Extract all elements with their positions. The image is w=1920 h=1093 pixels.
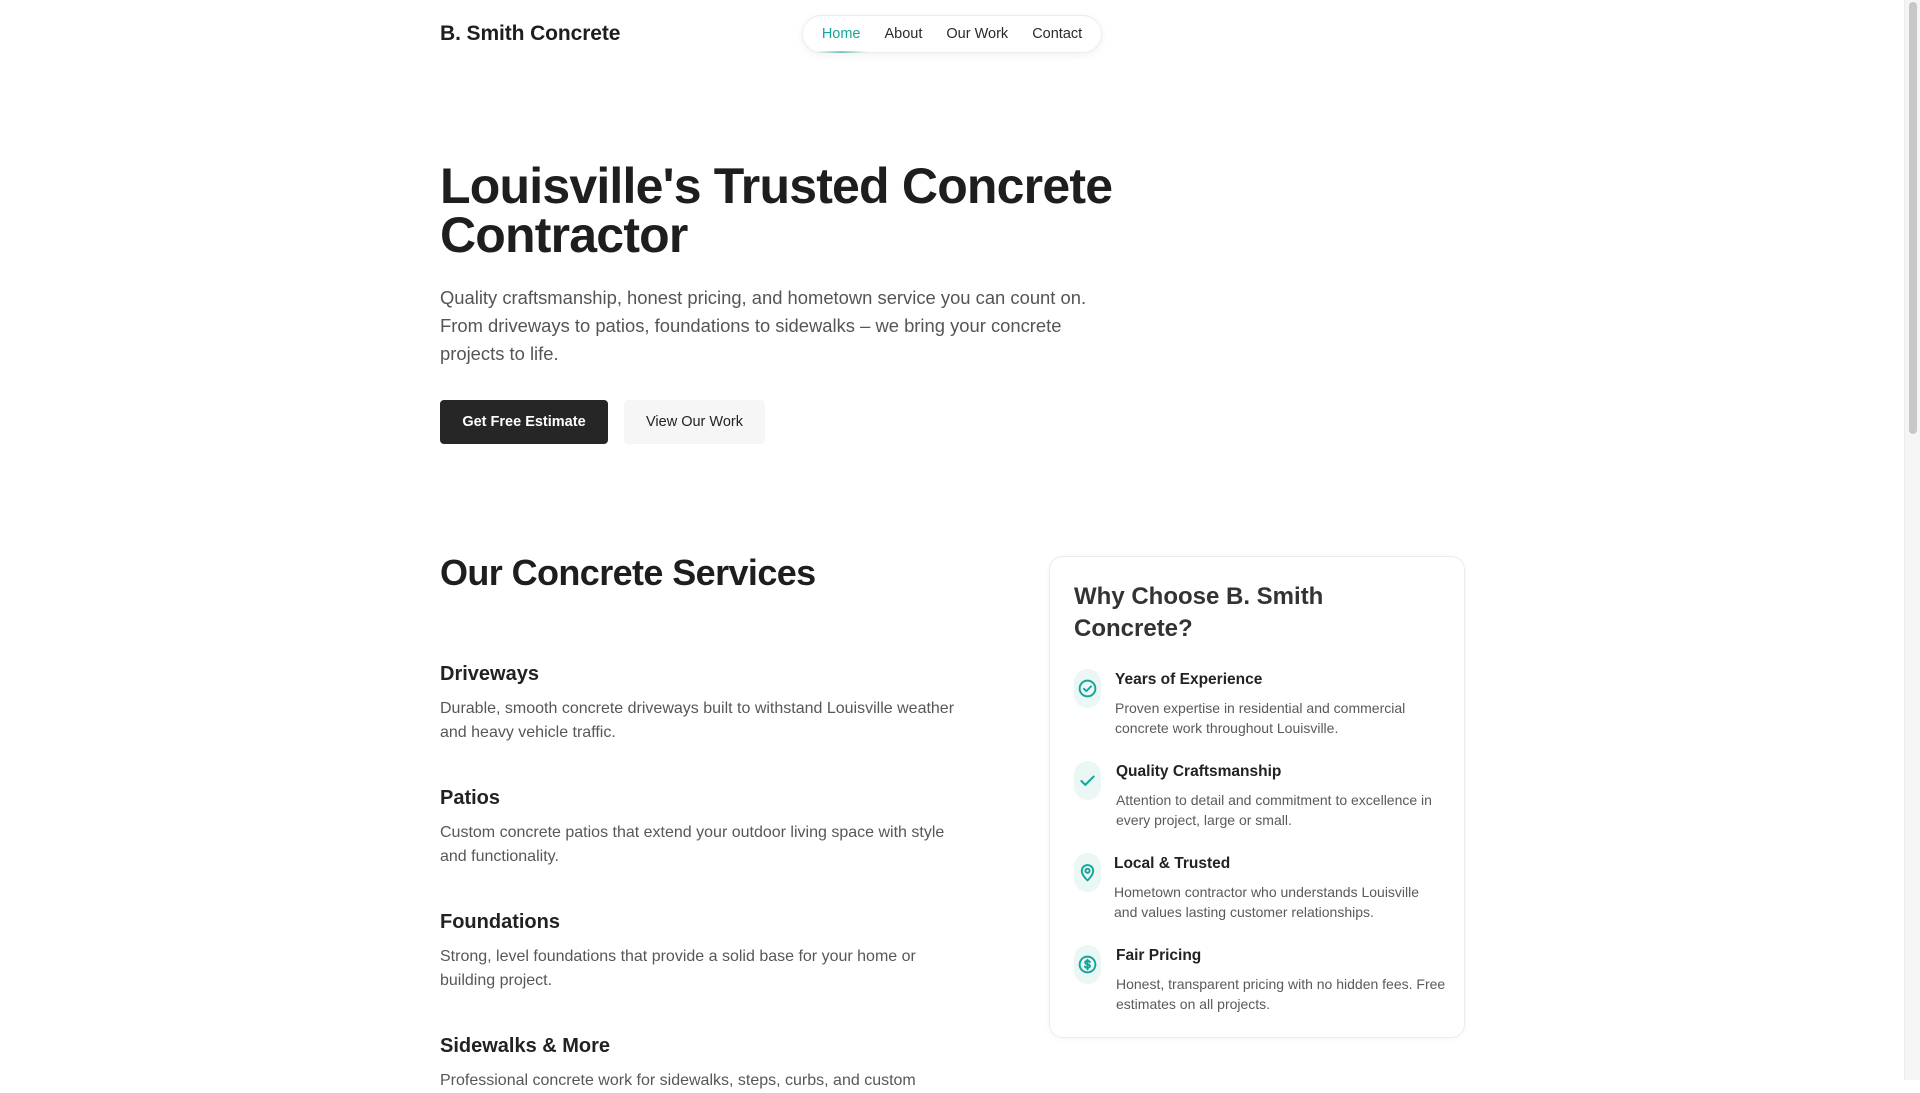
why-choose-title: Why Choose B. Smith Concrete? xyxy=(1074,583,1324,642)
nav-item-about[interactable]: About xyxy=(884,26,923,42)
service-item-driveways xyxy=(440,663,960,745)
vertical-scrollbar[interactable] xyxy=(1904,0,1920,1080)
why-item-description: Attention to detail and commitment to excellence in every project, large or small. xyxy=(1116,792,1432,828)
service-item-patios xyxy=(440,787,960,869)
why-item-title: Quality Craftsmanship xyxy=(1116,763,1282,780)
why-item-title: Local & Trusted xyxy=(1114,855,1231,872)
hero-title: Louisville's Trusted Concrete Contractor xyxy=(440,158,1113,263)
why-item-description: Honest, transparent pricing with no hidden fees. Free estimates on all projects. xyxy=(1116,976,1446,1012)
nav-item-our-work[interactable]: Our Work xyxy=(946,26,1009,42)
service-title: Sidewalks & More xyxy=(440,1035,611,1057)
service-description: Durable, smooth concrete driveways built to withstand Louisville weather and heavy vehicle traffic. xyxy=(440,700,955,741)
nav-item-contact[interactable]: Contact xyxy=(1032,26,1083,42)
why-item-description: Hometown contractor who understands Louisville and values lasting customer relationships. xyxy=(1114,884,1420,920)
service-title: Foundations xyxy=(440,911,560,933)
service-description: Strong, level foundations that provide a solid base for your home or building project. xyxy=(440,948,916,989)
service-description: Custom concrete patios that extend your outdoor living space with style and functionality. xyxy=(440,824,945,865)
main-nav xyxy=(802,15,1102,53)
checkmark-icon xyxy=(1074,761,1101,800)
get-free-estimate-button[interactable]: Get Free Estimate xyxy=(440,400,608,444)
map-pin-icon xyxy=(1074,853,1101,892)
service-title: Driveways xyxy=(440,663,539,685)
hero-subtitle: Quality craftsmanship, honest pricing, and hometown service you can count on. From driveways to patios, foundations to sidewalks – we bring your concrete projects to life. xyxy=(440,287,1087,364)
service-item-sidewalks xyxy=(440,1035,960,1093)
scrollbar-thumb[interactable] xyxy=(1909,2,1917,434)
why-item-title: Fair Pricing xyxy=(1116,947,1202,964)
why-choose-card xyxy=(1049,556,1465,1038)
check-circle-icon xyxy=(1074,669,1101,708)
service-description: Professional concrete work for sidewalks, steps, curbs, and custom xyxy=(440,1072,916,1089)
why-item-description: Proven expertise in residential and commercial concrete work throughout Louisville. xyxy=(1115,700,1406,736)
why-item-title: Years of Experience xyxy=(1115,671,1263,688)
service-title: Patios xyxy=(440,787,501,809)
brand-logo-text[interactable]: B. Smith Concrete xyxy=(440,22,621,45)
nav-item-home[interactable]: Home xyxy=(822,18,861,50)
service-item-foundations xyxy=(440,911,960,993)
view-our-work-button[interactable]: View Our Work xyxy=(624,400,765,444)
dollar-circle-icon xyxy=(1074,945,1101,984)
services-title: Our Concrete Services xyxy=(440,552,816,593)
